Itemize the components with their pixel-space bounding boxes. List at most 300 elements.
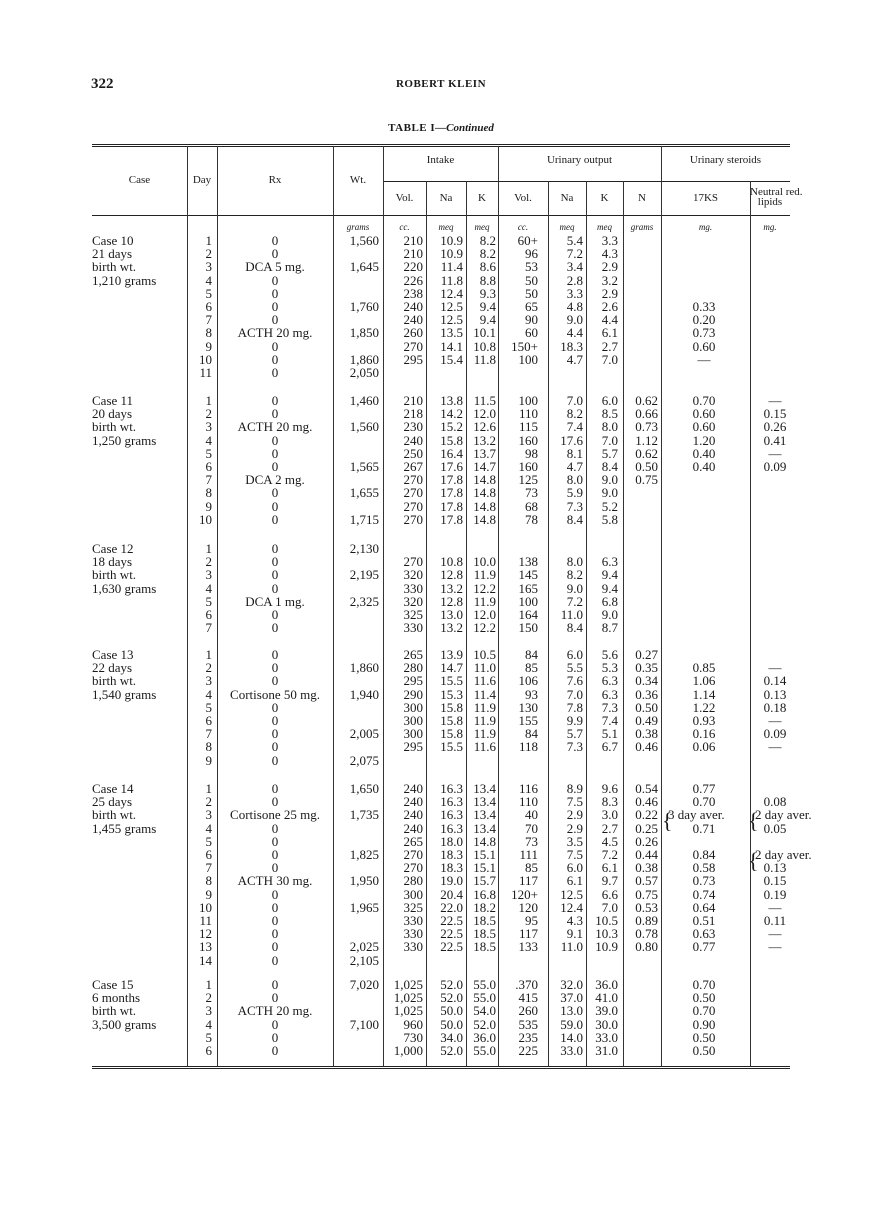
cell-intake-na: 15.8 [440,699,463,715]
cell-intake-vol: 270 [403,485,423,501]
cell-output-k: 39.0 [595,1003,618,1019]
case-label: birth wt. [92,1003,137,1019]
cell-output-k: 8.4 [601,459,618,474]
cell-17ks: 0.50 [692,1029,716,1045]
cell-rx: 0 [271,299,279,314]
cell-output-vol: 130 [518,699,538,715]
cell-intake-k: 10.1 [473,325,496,341]
cell-intake-vol: 210 [403,233,423,248]
cell-intake-na: 15.5 [440,673,463,689]
cell-output-k: 7.4 [601,713,618,728]
cell-intake-k: 18.5 [473,913,496,928]
cell-day: 3 [205,419,212,435]
cell-17ks: 0.58 [692,860,716,876]
cell-weight: 1,860 [349,660,379,676]
cell-output-vol: 100 [518,351,538,367]
cell-neutral-red-lipids: 2 day aver. [755,847,812,862]
cell-output-k: 8.5 [601,406,618,422]
cell-17ks: 0.70 [692,393,716,408]
cell-output-na: 3.4 [566,259,583,275]
unit-out-vol: cc. [517,222,529,232]
cell-intake-na: 34.0 [440,1029,463,1045]
cell-intake-vol: 325 [403,607,423,622]
cell-intake-k: 12.2 [473,620,496,636]
unit-nrl: mg. [763,222,777,232]
cell-rx: ACTH 30 mg. [237,873,313,889]
cell-output-na: 4.7 [566,459,583,474]
cell-intake-vol: 240 [403,781,423,796]
cell-rx: 0 [271,647,279,662]
cell-17ks: 0.33 [692,299,716,314]
cell-neutral-red-lipids: — [768,939,782,955]
cell-intake-k: 9.4 [479,312,496,328]
cell-rx: 0 [271,660,279,676]
cell-intake-na: 13.2 [440,620,463,636]
unit-in-na: meq [438,222,454,232]
cell-output-vol: 73 [525,485,538,501]
cell-rx: 0 [271,726,279,742]
cell-17ks: 0.20 [692,312,716,328]
cell-output-k: 41.0 [595,990,618,1006]
cell-nitrogen: 0.75 [635,472,658,488]
cell-weight: 2,075 [349,752,379,768]
cell-17ks: 0.50 [692,990,716,1006]
cell-output-vol: 50 [525,285,538,301]
cell-output-k: 36.0 [595,977,618,992]
cell-day: 1 [205,393,212,408]
cell-output-k: 2.9 [601,259,618,275]
brace-nrl-2day-second: { [748,848,759,873]
cell-intake-vol: 1,000 [393,1043,423,1058]
cell-output-vol: 120+ [511,886,538,902]
cell-neutral-red-lipids: — [768,393,782,408]
cell-intake-na: 16.3 [440,820,463,836]
cell-nitrogen: 0.89 [635,913,658,928]
cell-intake-k: 11.5 [473,393,496,408]
cell-output-na: 9.0 [566,580,583,596]
cell-intake-vol: 300 [403,886,423,902]
cell-17ks: 0.40 [692,445,716,461]
cell-weight: 1,655 [349,485,379,501]
cell-day: 4 [205,432,212,448]
cell-intake-k: 14.8 [473,472,496,488]
cell-intake-na: 13.2 [440,580,463,596]
cell-day: 1 [205,541,212,556]
cell-nitrogen: 0.34 [635,673,658,689]
cell-output-k: 6.3 [601,554,618,570]
cell-day: 8 [205,325,212,341]
cell-rx: 0 [271,699,279,715]
cell-rx: 0 [271,820,279,836]
cell-weight: 1,760 [349,299,379,314]
cell-intake-na: 15.8 [440,713,463,728]
cell-output-na: 7.5 [566,794,583,810]
cell-output-vol: 145 [518,567,538,583]
cell-17ks: 3 day aver. [668,807,725,823]
cell-output-na: 3.5 [566,833,583,849]
cell-intake-na: 22.5 [440,913,463,928]
cell-output-k: 33.0 [595,1029,618,1045]
cell-nitrogen: 0.38 [635,860,658,876]
cell-intake-vol: 240 [403,820,423,836]
cell-intake-vol: 730 [403,1029,423,1045]
column-divider [661,146,662,1066]
steroids-group-rule [661,181,790,182]
page-number: 322 [91,76,114,92]
cell-output-na: 12.4 [560,899,583,915]
header-rx: Rx [268,174,282,186]
cell-day: 6 [205,607,212,622]
cell-neutral-red-lipids: — [768,926,782,942]
cell-intake-vol: 265 [403,647,423,662]
cell-intake-k: 15.7 [473,873,496,889]
cell-day: 9 [205,752,212,768]
cell-17ks: 0.16 [692,726,716,742]
cell-intake-k: 13.4 [473,794,496,810]
cell-day: 2 [205,660,212,676]
case-label: 22 days [92,660,133,676]
cell-nitrogen: 0.27 [635,647,658,662]
cell-nitrogen: 0.36 [635,686,658,702]
cell-nitrogen: 0.25 [635,820,658,836]
cell-nitrogen: 0.26 [635,833,658,849]
cell-nitrogen: 0.50 [635,699,658,715]
cell-intake-na: 11.8 [440,272,463,288]
cell-neutral-red-lipids: 0.15 [763,406,787,422]
cell-intake-vol: 300 [403,726,423,742]
cell-intake-k: 10.0 [473,554,496,570]
cell-output-vol: 415 [518,990,538,1006]
cell-output-k: 3.0 [601,807,618,823]
cell-intake-k: 9.3 [479,285,496,301]
cell-17ks: 0.90 [692,1016,716,1032]
cell-intake-na: 16.3 [440,807,463,823]
cell-rx: 0 [271,886,279,902]
cell-intake-vol: 270 [403,472,423,488]
header-intake: Intake [426,154,455,166]
cell-intake-vol: 265 [403,833,423,849]
cell-rx: 0 [271,285,279,301]
cell-weight: 7,100 [349,1016,379,1032]
cell-output-k: 10.3 [595,926,618,942]
cell-output-k: 9.4 [601,580,618,596]
cell-output-na: 8.2 [566,567,583,583]
cell-intake-k: 15.1 [473,847,496,862]
cell-weight: 1,460 [349,393,379,408]
case-label: birth wt. [92,419,137,435]
cell-intake-vol: 330 [403,926,423,942]
output-group-rule [498,181,661,182]
cell-neutral-red-lipids: 0.11 [763,913,787,928]
cell-17ks: 0.60 [692,419,716,435]
cell-output-k: 7.0 [601,899,618,915]
cell-day: 4 [205,1016,212,1032]
cell-17ks: 0.71 [692,820,716,836]
cell-output-k: 10.5 [595,913,618,928]
cell-17ks: 0.74 [692,886,716,902]
header-case: Case [128,174,151,186]
cell-neutral-red-lipids: — [768,660,782,676]
cell-output-vol: 235 [518,1029,538,1045]
cell-intake-vol: 230 [403,419,423,435]
cell-output-k: 9.7 [601,873,618,889]
cell-day: 9 [205,886,212,902]
cell-intake-k: 13.4 [473,781,496,796]
cell-intake-k: 12.0 [473,406,496,422]
cell-output-na: 13.0 [560,1003,583,1019]
cell-day: 2 [205,246,212,262]
cell-intake-k: 54.0 [473,1003,496,1019]
cell-intake-k: 12.6 [473,419,496,435]
cell-day: 7 [205,620,212,636]
cell-day: 14 [199,952,212,968]
cell-intake-k: 16.8 [473,886,496,902]
cell-output-vol: 85 [525,860,538,876]
cell-day: 2 [205,990,212,1006]
cell-intake-vol: 330 [403,580,423,596]
cell-output-na: 2.9 [566,807,583,823]
cell-intake-k: 11.9 [473,726,496,742]
cell-output-k: 2.7 [601,820,618,836]
cell-intake-vol: 210 [403,246,423,262]
cell-intake-k: 9.4 [479,299,496,314]
case-label: Case 10 [92,233,134,248]
cell-output-k: 2.7 [601,338,618,354]
cell-rx: 0 [271,713,279,728]
cell-output-na: 7.5 [566,847,583,862]
cell-weight: 1,715 [349,511,379,527]
cell-output-vol: 93 [525,686,538,702]
cell-intake-na: 52.0 [440,977,463,992]
cell-intake-na: 13.5 [440,325,463,341]
cell-output-vol: 535 [518,1016,538,1032]
table-bottom-rule-inner [92,1068,790,1069]
cell-output-na: 3.3 [566,285,583,301]
cell-intake-vol: 226 [403,272,423,288]
cell-intake-na: 52.0 [440,990,463,1006]
cell-intake-vol: 300 [403,713,423,728]
cell-intake-k: 11.6 [473,739,496,755]
cell-intake-k: 11.4 [473,686,496,702]
cell-intake-vol: 330 [403,620,423,636]
cell-rx: 0 [271,752,279,768]
cell-intake-vol: 320 [403,593,423,609]
cell-output-k: 9.0 [601,607,618,622]
cell-rx: 0 [271,990,279,1006]
cell-output-vol: 100 [518,593,538,609]
cell-neutral-red-lipids: 0.08 [763,794,787,810]
cell-day: 6 [205,713,212,728]
cell-output-na: 8.1 [566,445,583,461]
cell-neutral-red-lipids: 0.19 [763,886,787,902]
cell-output-k: 10.9 [595,939,618,955]
cell-intake-na: 12.8 [440,593,463,609]
cell-intake-vol: 280 [403,873,423,889]
cell-output-k: 7.3 [601,699,618,715]
cell-output-k: 7.0 [601,351,618,367]
cell-output-na: 4.8 [566,299,583,314]
cell-output-vol: 110 [518,794,538,810]
cell-output-vol: 95 [525,913,538,928]
header-nitrogen: N [638,192,646,204]
cell-intake-na: 14.1 [440,338,463,354]
cell-intake-k: 8.2 [479,233,496,248]
cell-output-vol: 125 [518,472,538,488]
unit-in-k: meq [474,222,490,232]
cell-intake-k: 18.2 [473,899,496,915]
cell-output-k: 31.0 [595,1043,618,1058]
table-bottom-rule [92,1066,790,1067]
cell-nitrogen: 0.73 [635,419,658,435]
unit-in-vol: cc. [399,222,410,232]
cell-output-k: 2.9 [601,285,618,301]
header-17ks: 17KS [692,192,719,204]
header-output-k: K [600,192,609,204]
intake-group-rule [383,181,498,182]
cell-day: 12 [199,926,212,942]
cell-intake-na: 12.8 [440,567,463,583]
cell-intake-k: 11.9 [473,567,496,583]
cell-weight: 1,825 [349,847,379,862]
cell-neutral-red-lipids: 0.15 [763,873,787,889]
cell-rx: 0 [271,554,279,570]
cell-intake-vol: 260 [403,325,423,341]
cell-intake-na: 20.4 [440,886,463,902]
cell-17ks: 0.50 [692,1043,716,1058]
cell-nitrogen: 0.62 [635,445,658,461]
cell-intake-k: 14.7 [473,459,496,474]
cell-17ks: 1.06 [692,673,716,689]
header-urinary-output: Urinary output [546,154,613,166]
cell-intake-vol: 250 [403,445,423,461]
cell-output-na: 7.2 [566,593,583,609]
cell-neutral-red-lipids: 0.09 [763,459,787,474]
cell-day: 5 [205,1029,212,1045]
cell-17ks: 0.60 [692,338,716,354]
cell-17ks: 0.51 [692,913,716,928]
cell-rx: 0 [271,233,279,248]
cell-day: 3 [205,673,212,689]
cell-intake-na: 13.0 [440,607,463,622]
cell-output-na: 5.9 [566,485,583,501]
cell-intake-na: 12.4 [440,285,463,301]
cell-output-na: 11.0 [560,939,583,955]
cell-output-vol: 160 [518,459,538,474]
brace-17ks-3day: { [662,808,673,834]
cell-output-k: 2.6 [601,299,618,314]
header-output-na: Na [560,192,574,204]
cell-intake-k: 8.8 [479,272,496,288]
cell-output-vol: 70 [525,820,538,836]
cell-intake-k: 10.5 [473,647,496,662]
cell-intake-na: 15.8 [440,726,463,742]
header-intake-vol: Vol. [395,192,414,204]
cell-nitrogen: 0.75 [635,886,658,902]
cell-output-na: 9.1 [566,926,583,942]
header-intake-k: K [478,192,486,204]
cell-rx: 0 [271,580,279,596]
header-weight: Wt. [349,174,367,186]
cell-17ks: 0.77 [692,939,716,955]
cell-weight: 2,005 [349,726,379,742]
cell-intake-na: 52.0 [440,1043,463,1058]
cell-intake-k: 14.8 [473,485,496,501]
cell-17ks: 0.84 [692,847,716,862]
cell-output-k: 4.3 [601,246,618,262]
case-label: birth wt. [92,673,137,689]
cell-rx: 0 [271,338,279,354]
cell-intake-na: 12.5 [440,312,463,328]
cell-day: 6 [205,459,212,474]
cell-intake-k: 52.0 [473,1016,496,1032]
cell-intake-k: 12.2 [473,580,496,596]
cell-intake-na: 15.8 [440,432,463,448]
cell-output-na: 14.0 [560,1029,583,1045]
cell-day: 2 [205,406,212,422]
cell-nitrogen: 0.35 [635,660,658,676]
cell-output-vol: 165 [518,580,538,596]
cell-rx: 0 [271,739,279,755]
cell-intake-na: 22.5 [440,939,463,955]
cell-rx: 0 [271,794,279,810]
cell-day: 5 [205,445,212,461]
cell-rx: 0 [271,541,279,556]
cell-intake-k: 11.6 [473,673,496,689]
cell-output-na: 7.2 [566,246,583,262]
cell-intake-k: 11.9 [473,699,496,715]
cell-rx: 0 [271,445,279,461]
cell-nitrogen: 0.80 [635,939,658,955]
cell-output-k: 3.3 [601,233,618,248]
cell-intake-na: 14.2 [440,406,463,422]
cell-intake-k: 14.8 [473,511,496,527]
cell-output-k: 6.8 [601,593,618,609]
cell-output-vol: 53 [525,259,538,275]
cell-output-k: 5.6 [601,647,618,662]
cell-day: 4 [205,580,212,596]
cell-day: 2 [205,554,212,570]
brace-nrl-2day: { [748,808,759,834]
cell-intake-na: 10.8 [440,554,463,570]
cell-intake-vol: 238 [403,285,423,301]
cell-rx: 0 [271,406,279,422]
cell-17ks: 0.73 [692,325,716,341]
cell-intake-na: 19.0 [440,873,463,889]
cell-output-vol: 117 [518,926,538,942]
cell-output-k: 5.2 [601,498,618,514]
case-label: 25 days [92,794,133,810]
cell-intake-na: 17.6 [440,459,463,474]
cell-intake-k: 13.4 [473,820,496,836]
case-label: birth wt. [92,807,137,823]
cell-nitrogen: 0.46 [635,794,658,810]
cell-intake-k: 55.0 [473,990,496,1006]
cell-output-k: 30.0 [595,1016,618,1032]
column-divider [750,181,751,1066]
cell-intake-vol: 280 [403,660,423,676]
table-top-rule-inner [92,146,790,147]
cell-rx: 0 [271,1016,279,1032]
cell-output-vol: 100 [518,393,538,408]
cell-rx: 0 [271,1029,279,1045]
cell-intake-vol: 270 [403,860,423,876]
cell-intake-vol: 330 [403,939,423,955]
cell-output-k: 6.0 [601,393,618,408]
cell-output-k: 7.0 [601,432,618,448]
cell-output-na: 8.0 [566,554,583,570]
cell-output-vol: 117 [518,873,538,889]
cell-17ks: 0.63 [692,926,716,942]
